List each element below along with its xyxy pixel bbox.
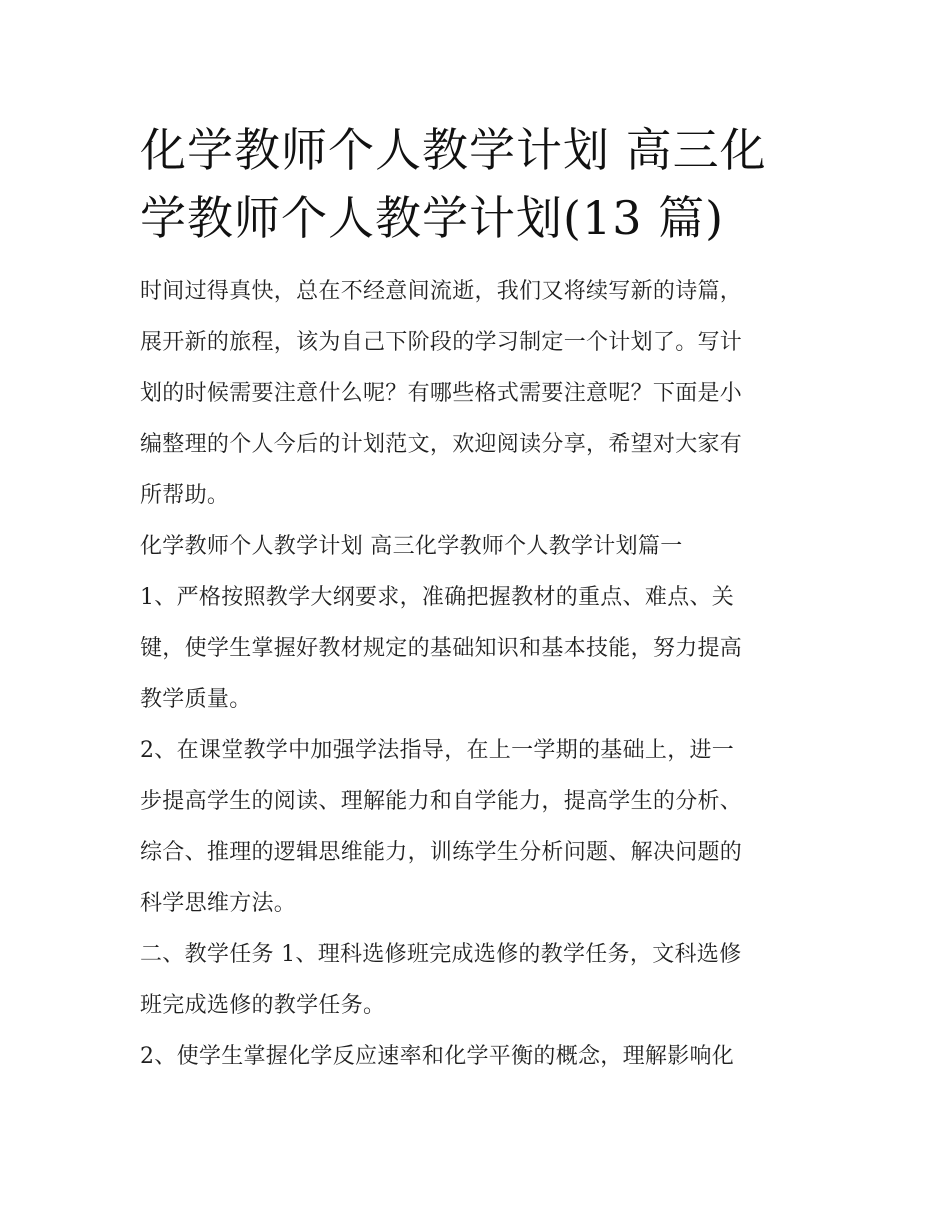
document-title bbox=[140, 116, 820, 252]
body-line: 编整理的个人今后的计划范文，欢迎阅读分享，希望对大家有 bbox=[140, 432, 743, 457]
body-line: 键，使学生掌握好教材规定的基础知识和基本技能，努力提高 bbox=[140, 636, 743, 661]
body-line: 1、严格按照教学大纲要求，准确把握教材的重点、难点、关 bbox=[140, 585, 735, 610]
document-content bbox=[140, 116, 820, 1082]
body-line: 科学思维方法。 bbox=[140, 891, 297, 916]
body-line: 2、使学生掌握化学反应速率和化学平衡的概念，理解影响化 bbox=[140, 1044, 735, 1069]
body-line: 班完成选修的教学任务。 bbox=[140, 993, 386, 1018]
title-line-1: 化学教师个人教学计划 高三化 bbox=[140, 123, 767, 177]
section-heading-line: 化学教师个人教学计划 高三化学教师个人教学计划篇一 bbox=[140, 534, 683, 559]
body-line: 所帮助。 bbox=[140, 483, 230, 508]
body-line: 二、教学任务 1、理科选修班完成选修的教学任务，文科选修 bbox=[140, 942, 742, 967]
body-line: 步提高学生的阅读、理解能力和自学能力，提高学生的分析、 bbox=[140, 789, 743, 814]
body-line: 2、在课堂教学中加强学法指导，在上一学期的基础上，进一 bbox=[140, 738, 735, 763]
body-line: 综合、推理的逻辑思维能力，训练学生分析问题、解决问题的 bbox=[140, 840, 743, 865]
title-line-2: 学教师个人教学计划(13 篇) bbox=[140, 191, 725, 245]
body-line: 展开新的旅程，该为自己下阶段的学习制定一个计划了。写计 bbox=[140, 330, 743, 355]
document-body bbox=[140, 266, 820, 1082]
body-line: 教学质量。 bbox=[140, 687, 252, 712]
body-line: 划的时候需要注意什么呢？有哪些格式需要注意呢？下面是小 bbox=[140, 381, 743, 406]
body-line: 时间过得真快，总在不经意间流逝，我们又将续写新的诗篇， bbox=[140, 279, 743, 304]
